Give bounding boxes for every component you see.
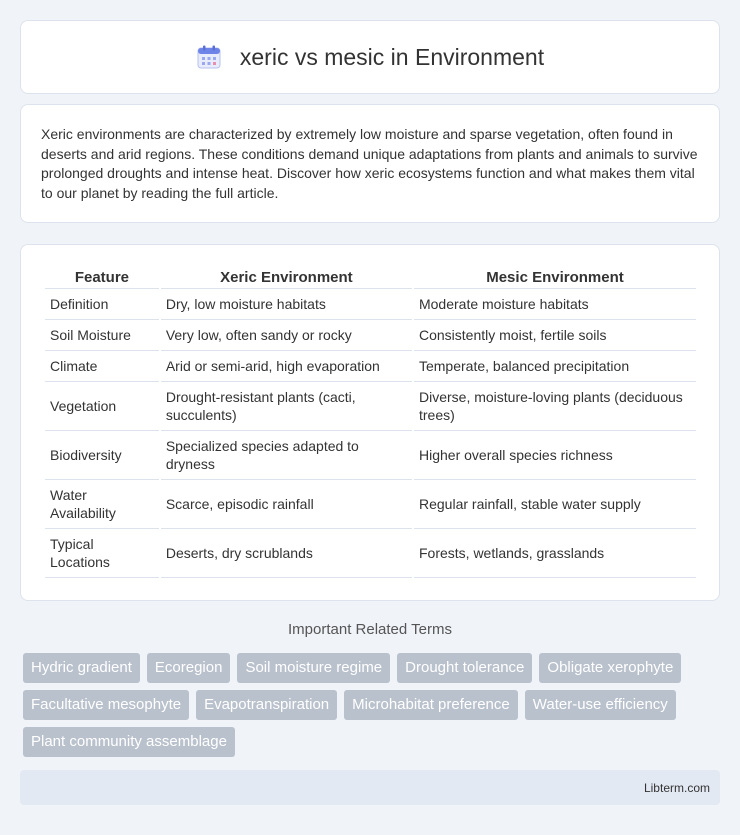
feature-cell: Definition	[45, 289, 159, 320]
term-tag[interactable]: Evapotranspiration	[196, 690, 337, 720]
xeric-cell: Arid or semi-arid, high evaporation	[161, 351, 412, 382]
header-feature: Feature	[45, 265, 159, 289]
feature-cell: Soil Moisture	[45, 320, 159, 351]
table-row	[45, 320, 696, 351]
page-title: xeric vs mesic in Environment	[239, 43, 545, 70]
mesic-cell: Moderate moisture habitats	[414, 289, 696, 320]
term-tag[interactable]: Ecoregion	[147, 653, 231, 683]
comparison-table	[43, 265, 698, 578]
feature-cell: Water Availability	[45, 480, 159, 529]
term-tag[interactable]: Soil moisture regime	[237, 653, 390, 683]
feature-cell: Biodiversity	[45, 431, 159, 480]
term-tag[interactable]: Facultative mesophyte	[23, 690, 189, 720]
term-tag[interactable]: Water-use efficiency	[525, 690, 676, 720]
table-header-row	[45, 265, 696, 289]
intro-paragraph: Xeric environments are characterized by extremely low moisture and sparse vegetation, often found in deserts and arid regions. These conditions demand unique adaptations from plants and animals to survive prolonged droughts and intense heat. Discover how xeric ecosystems function and what makes them vital to our planet by reading the full article.	[41, 126, 698, 201]
intro-card	[20, 104, 720, 223]
feature-cell: Climate	[45, 351, 159, 382]
title-wrap	[196, 44, 544, 71]
header-mesic: Mesic Environment	[414, 265, 696, 289]
table-row	[45, 431, 696, 480]
mesic-cell: Regular rainfall, stable water supply	[414, 480, 696, 529]
term-tag[interactable]: Drought tolerance	[397, 653, 532, 683]
feature-cell: Typical Locations	[45, 529, 159, 578]
header-card	[20, 20, 720, 94]
xeric-cell: Scarce, episodic rainfall	[161, 480, 412, 529]
calendar-icon	[196, 44, 222, 70]
table-row	[45, 289, 696, 320]
xeric-cell: Very low, often sandy or rocky	[161, 320, 412, 351]
comparison-card	[20, 244, 720, 601]
mesic-cell: Forests, wetlands, grasslands	[414, 529, 696, 578]
feature-cell: Vegetation	[45, 382, 159, 431]
table-row	[45, 480, 696, 529]
related-terms-heading: Important Related Terms	[288, 621, 452, 638]
xeric-cell: Drought-resistant plants (cacti, succulents)	[161, 382, 412, 431]
table-row	[45, 351, 696, 382]
mesic-cell: Diverse, moisture-loving plants (deciduous trees)	[414, 382, 696, 431]
term-tag[interactable]: Plant community assemblage	[23, 727, 235, 757]
header-xeric: Xeric Environment	[161, 265, 412, 289]
term-tag[interactable]: Obligate xerophyte	[539, 653, 681, 683]
mesic-cell: Temperate, balanced precipitation	[414, 351, 696, 382]
footer	[20, 770, 720, 805]
xeric-cell: Deserts, dry scrublands	[161, 529, 412, 578]
mesic-cell: Higher overall species richness	[414, 431, 696, 480]
site-link[interactable]: Libterm.com	[643, 780, 710, 795]
xeric-cell: Dry, low moisture habitats	[161, 289, 412, 320]
term-tag[interactable]: Microhabitat preference	[344, 690, 518, 720]
table-row	[45, 529, 696, 578]
table-row	[45, 382, 696, 431]
term-tag[interactable]: Hydric gradient	[23, 653, 140, 683]
related-terms-list	[23, 653, 723, 757]
xeric-cell: Specialized species adapted to dryness	[161, 431, 412, 480]
mesic-cell: Consistently moist, fertile soils	[414, 320, 696, 351]
